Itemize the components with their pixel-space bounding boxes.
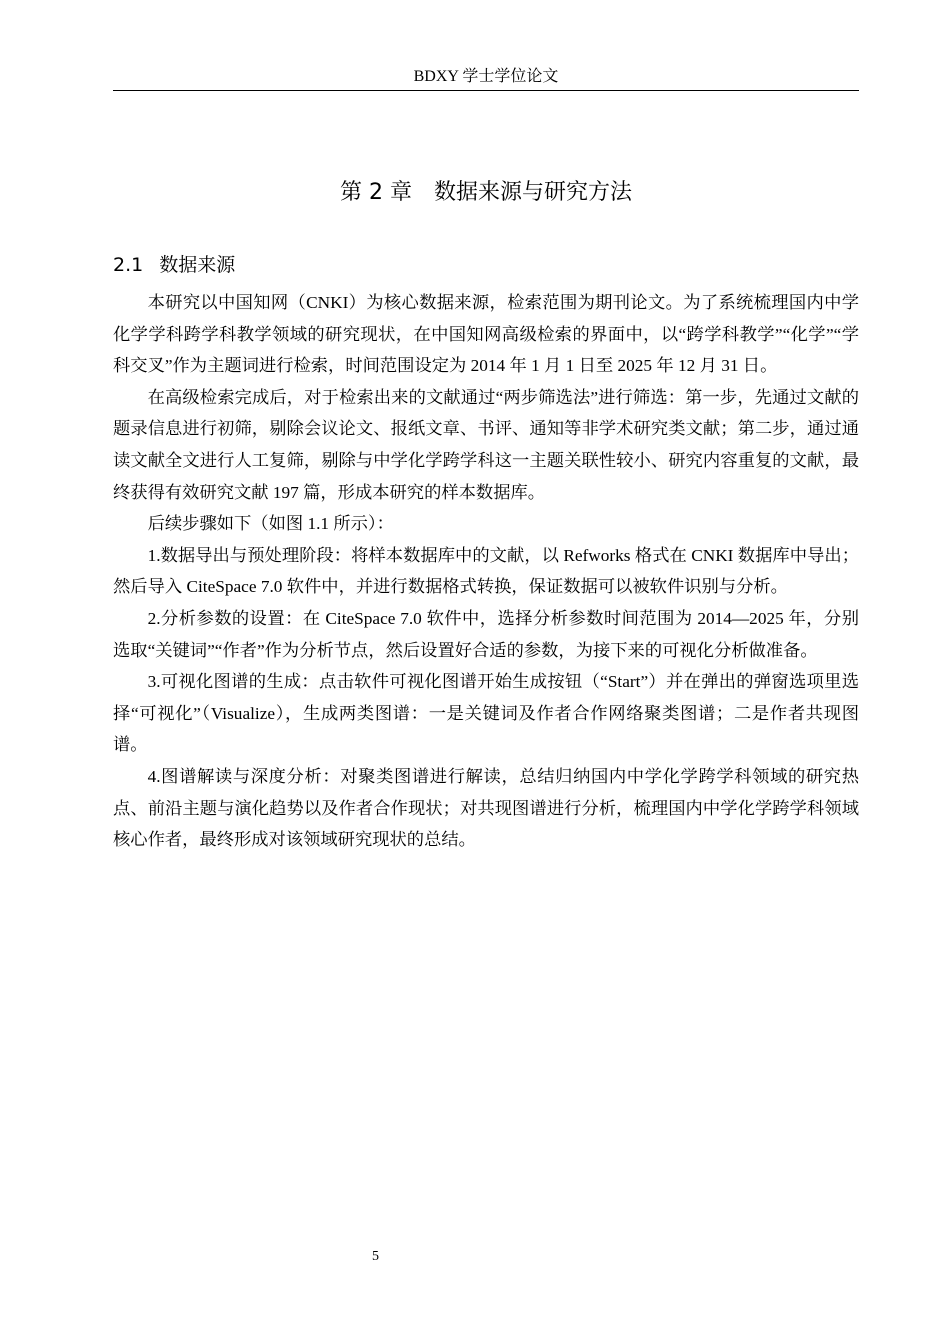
paragraph: 在高级检索完成后，对于检索出来的文献通过“两步筛选法”进行筛选：第一步，先通过文献的题录信息进行初筛，剔除会议论文、报纸文章、书评、通知等非学术研究类文献；第二步，通过通读文献全文进行人工复筛，剔除与中学化学跨学科这一主题关联性较小、研究内容重复的文献，最终获得有效研究文献 197 篇，形成本研究的样本数据库。 <box>113 387 859 502</box>
header-rule <box>113 90 859 91</box>
running-header: BDXY 学士学位论文 <box>413 68 559 85</box>
section-title <box>113 250 235 280</box>
paragraph: 4.图谱解读与深度分析：对聚类图谱进行解读，总结归纳国内中学化学跨学科领域的研究热点、前沿主题与演化趋势以及作者合作现状；对共现图谱进行分析，梳理国内中学化学跨学科领域核心作者，最终形成对该领域研究现状的总结。 <box>113 766 859 850</box>
chapter-title <box>113 176 859 210</box>
body-text <box>113 287 859 856</box>
paragraph: 3.可视化图谱的生成：点击软件可视化图谱开始生成按钮（“Start”）并在弹出的弹窗选项里选择“可视化”（Visualize），生成两类图谱：一是关键词及作者合作网络聚类图谱；二是作者共现图谱。 <box>113 672 859 755</box>
section-number: 2.1 <box>113 254 144 276</box>
paragraph: 后续步骤如下（如图 1.1 所示）： <box>147 514 394 534</box>
chapter-name: 数据来源与研究方法 <box>433 180 632 205</box>
paragraph: 2.分析参数的设置：在 CiteSpace 7.0 软件中，选择分析参数时间范围为 2014—2025 年，分别选取“关键词”“作者”作为分析节点，然后设置好合适的参数，为接下来的可视化分析做准备。 <box>113 608 859 660</box>
chapter-number: 第 2 章 <box>340 180 412 205</box>
paragraph: 1.数据导出与预处理阶段：将样本数据库中的文献，以 Refworks 格式在 CNKI 数据库中导出；然后导入 CiteSpace 7.0 软件中，并进行数据格式转换，保证数据可以被软件识别与分析。 <box>113 545 859 597</box>
paragraph: 本研究以中国知网（CNKI）为核心数据来源，检索范围为期刊论文。为了系统梳理国内中学化学学科跨学科教学领域的研究现状，在中国知网高级检索的界面中，以“跨学科教学”“化学”“学科交叉”作为主题词进行检索，时间范围设定为 2014 年 1 月 1 日至 2025 年 12 月 31 日。 <box>113 293 859 376</box>
page-number: 5 <box>372 1249 379 1264</box>
section-name: 数据来源 <box>159 254 236 276</box>
